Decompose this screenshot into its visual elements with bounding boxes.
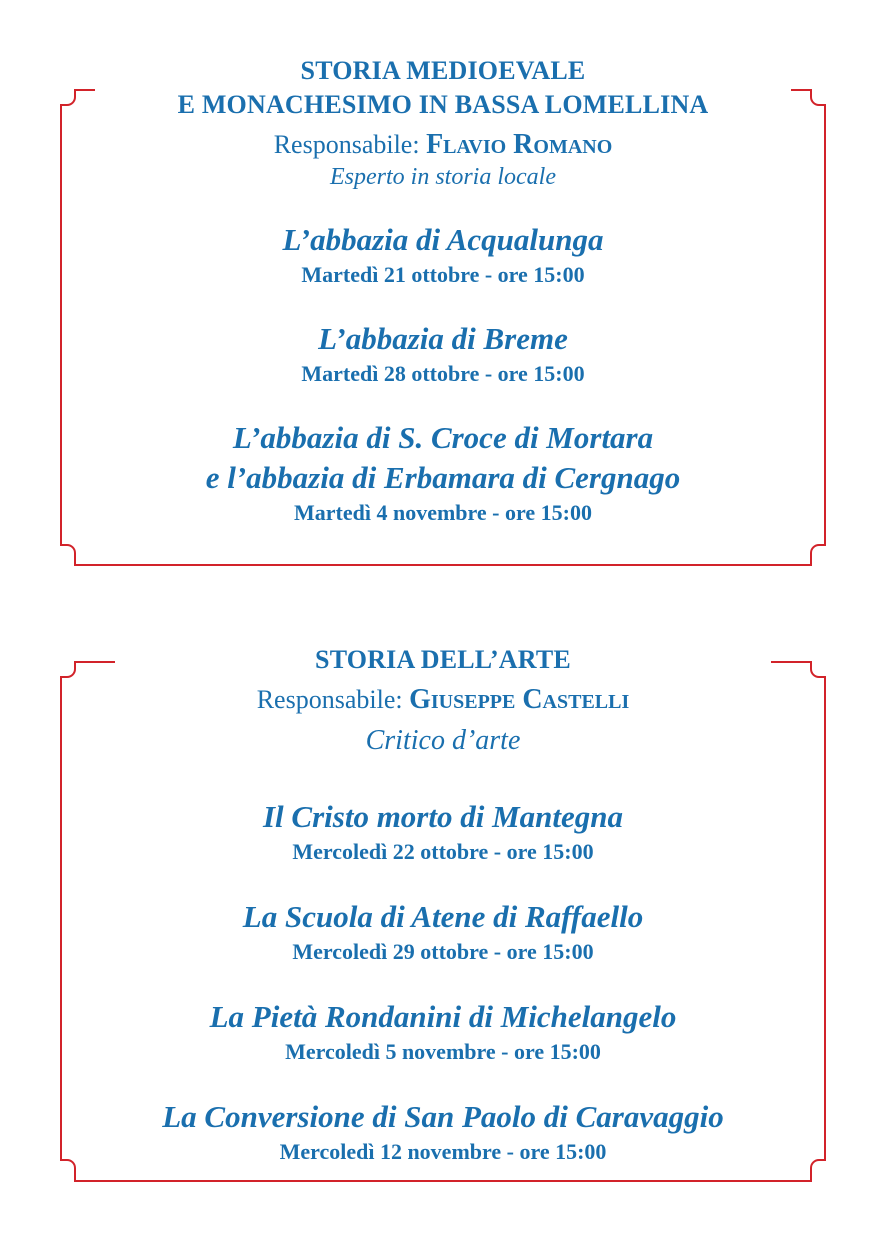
lecture-title: L’abbazia di Acqualunga xyxy=(282,222,604,257)
lecture-date: Mercoledì 12 novembre - ore 15:00 xyxy=(279,1139,607,1164)
responsible-name: Flavio Romano xyxy=(426,129,613,160)
lecture-title: La Conversione di San Paolo di Caravaggio xyxy=(162,1099,724,1134)
section-title: STORIA DELL’ARTE xyxy=(315,645,571,674)
lecture-item xyxy=(0,418,886,528)
lecture-item xyxy=(0,319,886,389)
lecture-title: La Pietà Rondanini di Michelangelo xyxy=(209,999,677,1034)
lecture-date: Mercoledì 5 novembre - ore 15:00 xyxy=(285,1039,601,1064)
lecture-item xyxy=(0,897,886,967)
section-storia-medioevale xyxy=(0,0,886,600)
lecture-date: Martedì 4 novembre - ore 15:00 xyxy=(294,500,592,525)
lecture-item xyxy=(0,997,886,1067)
section-title-line2: E MONACHESIMO IN BASSA LOMELLINA xyxy=(177,90,709,119)
lecture-date: Mercoledì 22 ottobre - ore 15:00 xyxy=(292,839,594,864)
lecture-title: Il Cristo morto di Mantegna xyxy=(262,799,624,834)
lecture-date: Mercoledì 29 ottobre - ore 15:00 xyxy=(292,939,594,964)
responsible-line xyxy=(0,683,886,717)
responsible-label: Responsabile: xyxy=(273,130,420,159)
section-title-line1: STORIA MEDIOEVALE xyxy=(300,56,586,85)
responsible-label: Responsabile: xyxy=(256,685,403,714)
lecture-date: Martedì 28 ottobre - ore 15:00 xyxy=(301,361,585,386)
responsible-role: Esperto in storia locale xyxy=(330,164,556,190)
responsible-line xyxy=(0,128,886,162)
lecture-title: L’abbazia di Breme xyxy=(318,321,568,356)
lecture-title-line1: L’abbazia di S. Croce di Mortara xyxy=(232,420,654,455)
responsible-name: Giuseppe Castelli xyxy=(409,684,630,715)
lecture-item xyxy=(0,220,886,290)
section-storia-arte xyxy=(0,600,886,1241)
lecture-title: La Scuola di Atene di Raffaello xyxy=(242,899,644,934)
lecture-date: Martedì 21 ottobre - ore 15:00 xyxy=(301,262,585,287)
responsible-role: Critico d’arte xyxy=(365,725,521,756)
lecture-item xyxy=(0,1097,886,1167)
lecture-title-line2: e l’abbazia di Erbamara di Cergnago xyxy=(205,460,681,495)
lecture-item xyxy=(0,797,886,867)
